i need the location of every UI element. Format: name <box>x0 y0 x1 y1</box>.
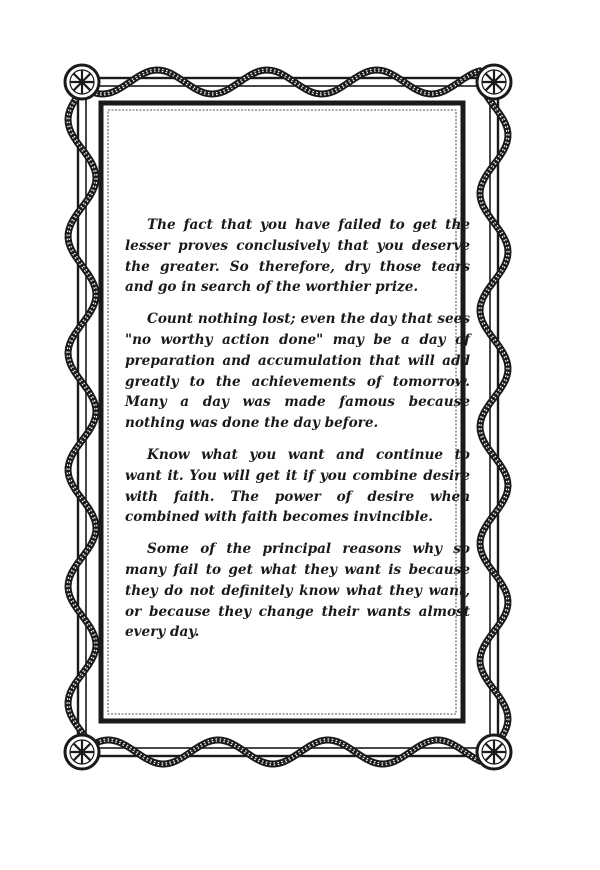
corner-rosette-bottom-left-icon <box>65 735 99 769</box>
paragraph-4: Some of the principal reasons why so many fail to get what they want is because they do not definitely know what they want, or because they change their wants almost every day. <box>125 541 470 641</box>
corner-rosette-top-left-icon <box>65 65 99 99</box>
corner-rosette-bottom-right-icon <box>477 735 511 769</box>
paragraph-1: The fact that you have failed to get the lesser proves conclusively that you deserve the greater. So therefore, dry those tears and go in search of the worthier prize. <box>125 217 470 296</box>
paragraph-2: Count nothing lost; even the day that sees "no worthy action done" may be a day of preparation and accumulation that will add greatly to the achievements of tomorrow. Many a day was made famous because nothing was done the day before. <box>125 311 470 432</box>
ribbon-bottom <box>96 740 480 764</box>
ribbon-right <box>480 96 508 738</box>
corner-rosette-top-right-icon <box>477 65 511 99</box>
paragraph-3: Know what you want and continue to want it. You will get it if you combine desire with faith. The power of desire when combined with faith becomes invincible. <box>125 446 470 526</box>
ribbon-top <box>96 70 480 94</box>
ribbon-left <box>68 96 96 738</box>
quote-text <box>125 215 470 654</box>
